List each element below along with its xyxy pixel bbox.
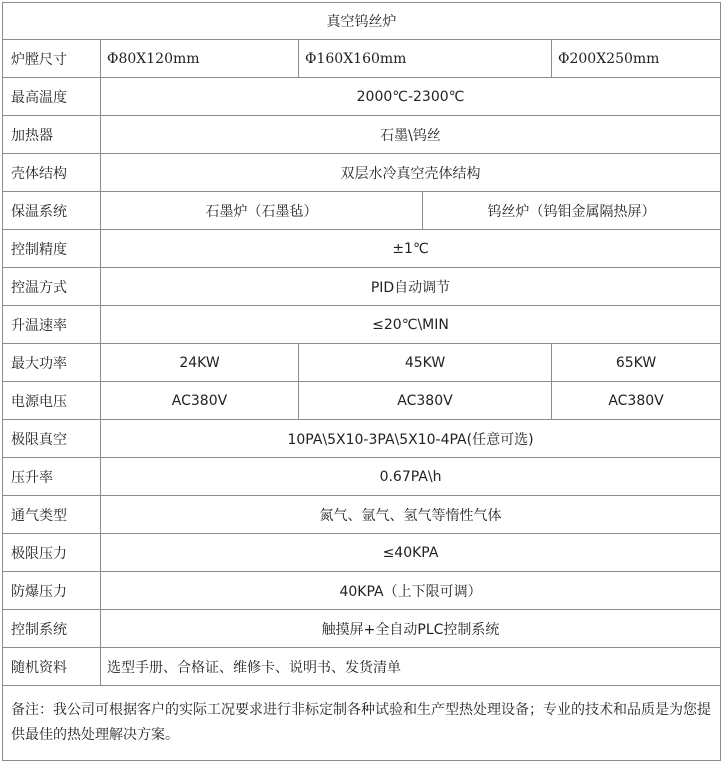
note-row: [3, 686, 721, 761]
row-label: 控制系统: [3, 610, 101, 648]
row-label: 防爆压力: [3, 572, 101, 610]
documents-value: 选型手册、合格证、维修卡、说明书、发货清单: [101, 648, 721, 686]
table-row: [3, 116, 721, 154]
row-label: 升温速率: [3, 306, 101, 344]
row-label: 最高温度: [3, 78, 101, 116]
max-power-cell: 24KW: [101, 344, 299, 382]
row-label: 炉膛尺寸: [3, 40, 101, 78]
row-label: 最大功率: [3, 344, 101, 382]
control-system-value: 触摸屏+全自动PLC控制系统: [101, 610, 721, 648]
row-label: 控温方式: [3, 268, 101, 306]
gas-type-value: 氮气、氩气、氢气等惰性气体: [101, 496, 721, 534]
table-row: [3, 306, 721, 344]
table-row: [3, 78, 721, 116]
limit-pressure-value: ≤40KPA: [101, 534, 721, 572]
row-label: 通气类型: [3, 496, 101, 534]
temp-mode-value: PID自动调节: [101, 268, 721, 306]
voltage-cell: AC380V: [101, 382, 299, 420]
spec-table-container: [2, 2, 720, 761]
row-label: 加热器: [3, 116, 101, 154]
voltage-cell: AC380V: [552, 382, 721, 420]
row-label: 极限真空: [3, 420, 101, 458]
pressure-rise-value: 0.67PA\h: [101, 458, 721, 496]
table-row: [3, 610, 721, 648]
max-power-cell: 45KW: [299, 344, 552, 382]
row-label: 壳体结构: [3, 154, 101, 192]
title-row: [3, 3, 721, 40]
table-title: 真空钨丝炉: [3, 3, 721, 40]
row-label: 保温系统: [3, 192, 101, 230]
heater-value: 石墨\钨丝: [101, 116, 721, 154]
row-label: 电源电压: [3, 382, 101, 420]
max-power-cell: 65KW: [552, 344, 721, 382]
table-row: [3, 344, 721, 382]
spec-table: [2, 2, 721, 761]
table-row: [3, 268, 721, 306]
row-label: 控制精度: [3, 230, 101, 268]
ultimate-vacuum-value: 10PA\5X10-3PA\5X10-4PA(任意可选): [101, 420, 721, 458]
table-row: [3, 648, 721, 686]
row-label: 极限压力: [3, 534, 101, 572]
heat-rate-value: ≤20℃\MIN: [101, 306, 721, 344]
row-label: 压升率: [3, 458, 101, 496]
table-row: [3, 420, 721, 458]
table-row: [3, 192, 721, 230]
table-row: [3, 382, 721, 420]
explosion-pressure-value: 40KPA（上下限可调）: [101, 572, 721, 610]
voltage-cell: AC380V: [299, 382, 552, 420]
insulation-graphite-value: 石墨炉（石墨毡）: [101, 192, 423, 230]
table-row: [3, 534, 721, 572]
chamber-size-cell: Φ200X250mm: [552, 40, 721, 78]
note-text: 备注：我公司可根据客户的实际工况要求进行非标定制各种试验和生产型热处理设备；专业的技术和品质是为您提供最佳的热处理解决方案。: [3, 686, 721, 761]
precision-value: ±1℃: [101, 230, 721, 268]
chamber-size-cell: Φ160X160mm: [299, 40, 552, 78]
insulation-tungsten-value: 钨丝炉（钨钼金属隔热屏）: [423, 192, 721, 230]
table-row: [3, 230, 721, 268]
max-temp-value: 2000℃-2300℃: [101, 78, 721, 116]
table-row: [3, 40, 721, 78]
table-row: [3, 458, 721, 496]
row-label: 随机资料: [3, 648, 101, 686]
shell-value: 双层水冷真空壳体结构: [101, 154, 721, 192]
chamber-size-cell: Φ80X120mm: [101, 40, 299, 78]
table-row: [3, 154, 721, 192]
table-row: [3, 572, 721, 610]
table-row: [3, 496, 721, 534]
